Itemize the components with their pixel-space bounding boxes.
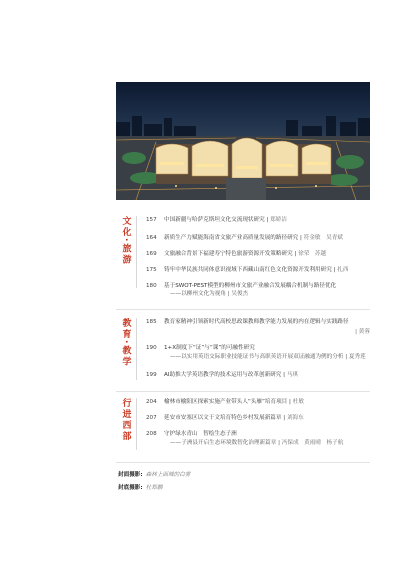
divider — [116, 309, 370, 310]
divider — [116, 462, 370, 463]
entry-title: 1+X制度下“证”与“课”的可融性研究 — [164, 345, 255, 351]
back-cover-credit: 封底摄影: 杜郑鹏 — [118, 485, 163, 491]
section-culture-tourism: 文化·旅游 157 中国新疆与哈萨克斯坦文化交流现状研究 | 郑娇洁 164 新质生产力赋能海南省文旅产业高质量发展的路径研究 | 符金敏 吴青斌 169 文旅融合背景下福建寿宁特色旅游资源开发策略研究 | 徐荣 苏越 175 铸牢中华民族共同体意识视域下西藏山南红色文化资源开发利用研究 | 扎西 180 基于SWOT-PEST模型的柳州市文旅产业融合发展耦合机制与路径优化 ——以柳州文化为视角 | 吴俊杰 — [116, 216, 370, 302]
entry-title: 延安市安塞区以文干文培育特色乡村发展新篇章 | 刘海东 — [164, 415, 304, 421]
section-label: 文化·旅游 — [116, 216, 137, 288]
page-number: 164 — [146, 235, 157, 241]
section-education: 教育·教学 185 教育家精神引领新时代高校思政课教师教学能力发展的内在逻辑与实践路径 | 黄蓉 190 1+X制度下“证”与“课”的可融性研究 ——以实用英语交际职业技能证书与高职英语开展双证融通为例的分析 | 夏秀莲 199 AI助推大学英语教学的技术运用与改革创新研究 | 马琪 — [116, 318, 370, 388]
page-number: 185 — [146, 319, 157, 325]
cover-photo — [116, 82, 370, 200]
entry-title: 教育家精神引领新时代高校思政课教师教学能力发展的内在逻辑与实践路径 — [164, 319, 349, 325]
entry-title: 文旅融合背景下福建寿宁特色旅游资源开发策略研究 | 徐荣 苏越 — [164, 251, 327, 257]
page-number: 204 — [146, 399, 157, 405]
cover-credit: 封面摄影: 森林上面城的白雾 — [118, 472, 191, 478]
page-number: 190 — [146, 345, 157, 351]
page-number: 180 — [146, 283, 157, 289]
entry-title: AI助推大学英语教学的技术运用与改革创新研究 | 马琪 — [164, 372, 299, 378]
entry-title: 中国新疆与哈萨克斯坦文化交流现状研究 | 郑娇洁 — [164, 217, 287, 223]
entry-title: 铸牢中华民族共同体意识视域下西藏山南红色文化资源开发利用研究 | 扎西 — [164, 267, 349, 273]
divider — [116, 391, 370, 392]
entry-title: 守护绿水青山 智绘生态子洲 — [164, 431, 237, 437]
page-number: 208 — [146, 431, 157, 437]
page-number: 207 — [146, 415, 157, 421]
section-label: 行进西部 — [116, 398, 137, 450]
page-number: 199 — [146, 372, 157, 378]
entry-title: 榆林市榆阳区探索实施产业带头人“头雁”培育项目 | 杜敏 — [164, 399, 304, 405]
page-number: 175 — [146, 267, 157, 273]
section-label: 教育·教学 — [116, 318, 137, 380]
page-number: 157 — [146, 217, 157, 223]
section-west-progress: 行进西部 204 榆林市榆阳区探索实施产业带头人“头雁”培育项目 | 杜敏 207 延安市安塞区以文干文培育特色乡村发展新篇章 | 刘海东 208 守护绿水青山 智绘生态子洲 ——子洲县开启生态环境数智化治理新篇章 | 冯保成 黄雨晴 杨子航 — [116, 398, 370, 454]
page-number: 169 — [146, 251, 157, 257]
entry-title: 基于SWOT-PEST模型的柳州市文旅产业融合发展耦合机制与路径优化 — [164, 283, 337, 289]
entry-title: 新质生产力赋能海南省文旅产业高质量发展的路径研究 | 符金敏 吴青斌 — [164, 235, 343, 241]
